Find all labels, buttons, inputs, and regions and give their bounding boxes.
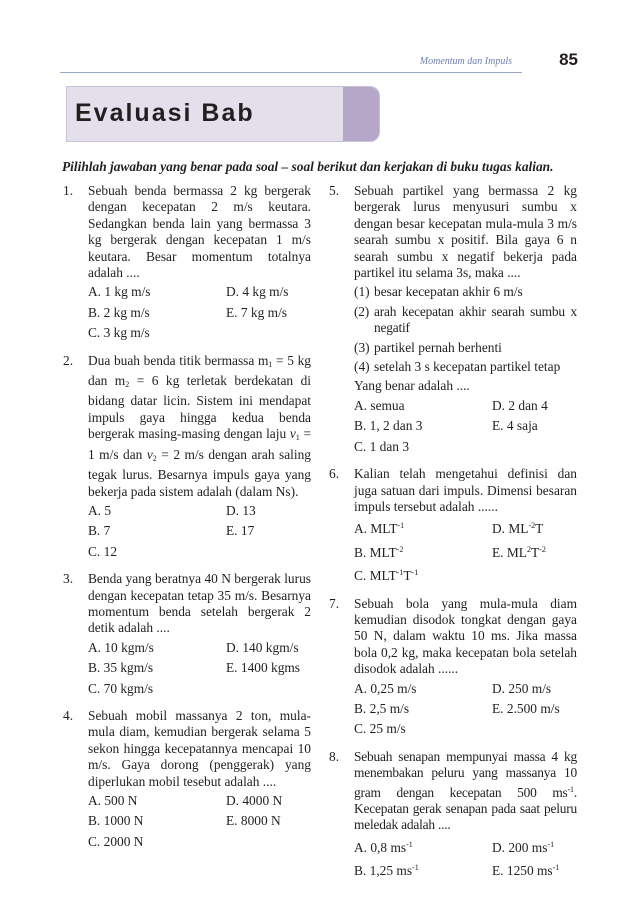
option-a: A. semua <box>354 397 405 413</box>
question-number: 7. <box>329 595 340 611</box>
option-e: E. 2.500 m/s <box>492 700 560 716</box>
option-b: B. 2,5 m/s <box>354 700 410 716</box>
answer-options <box>354 837 577 880</box>
option-e: E. 1250 $ms^{-1}$ <box>492 863 560 879</box>
option-c: C. 3 kg m/s <box>88 325 150 341</box>
option-a: A. 0,8 $ms^{-1}$ <box>354 839 413 855</box>
question-number: 5. <box>329 183 340 198</box>
option-c: C. 1 dan 3 <box>354 438 410 454</box>
question-text: Sebuah mobil massanya 2 ton, mula-mula diam, kemudian bergerak selama 5 sekon hingga kecepatannya mencapai 10 m/s. Gaya dorong (penggerak) yang diperlukan mobil tesebut adalah .... <box>88 707 311 789</box>
answer-options <box>88 640 311 697</box>
option-b: B. 1,25 $ms^{-1}$ <box>354 863 419 879</box>
right-column <box>329 183 577 891</box>
option-a: A. 10 kgm/s <box>88 639 154 655</box>
page-number: 85 <box>559 50 578 69</box>
answer-options <box>354 681 577 738</box>
option-b: B. $MLT^{-2}$ <box>354 544 404 560</box>
answer-options <box>88 503 311 560</box>
question-8 <box>329 749 577 880</box>
question-note: Yang benar adalah .... <box>354 378 470 394</box>
option-d: D. 250 m/s <box>492 680 552 696</box>
statement-3: (3) partikel pernah berhenti <box>354 339 502 355</box>
option-a: A. 1 kg m/s <box>88 284 151 300</box>
option-e: E. 17 <box>226 523 255 539</box>
option-c: C. 25 m/s <box>354 721 406 737</box>
answer-options <box>88 284 311 341</box>
option-e: E. 1400 kgms <box>226 660 301 676</box>
option-c: C. 2000 N <box>88 833 144 849</box>
option-d: D. 4 kg m/s <box>226 284 289 300</box>
option-d: D. 200 $ms^{-1}$ <box>492 839 555 855</box>
option-e: E. 8000 N <box>226 813 281 829</box>
question-number: 8. <box>329 748 340 764</box>
question-number: 2. <box>63 352 74 368</box>
chapter-banner <box>66 86 380 142</box>
question-text: Benda yang beratnya 40 N bergerak lurus dengan kecepatan tetap 35 m/s. Besarnya momentum benda setelah bergerak 2 detik adalah .... <box>88 571 311 636</box>
option-a: A. 500 N <box>88 793 138 808</box>
question-2 <box>63 353 311 560</box>
question-text: Sebuah bola yang mula-mula diam kemudian disodok tongkat dengan gaya 50 N, dalam waktu 10 ms. Jika massa bola 0,2 kg, maka kecepatan bola setelah disodok adalah ...... <box>354 595 577 677</box>
question-number: 1. <box>63 183 74 198</box>
option-d: D. 140 kgm/s <box>226 639 299 655</box>
answer-options <box>354 398 577 455</box>
option-c: C. $MLT^{-1}T^{-1}$ <box>354 568 419 584</box>
option-b: B. 7 <box>88 523 111 539</box>
statement-2: (2) arah kecepatan akhir searah sumbu x negatif <box>354 303 577 336</box>
question-7 <box>329 596 577 738</box>
question-3 <box>63 571 311 697</box>
option-a: A. $MLT^{-1}$ <box>354 521 405 537</box>
header-rule <box>60 72 522 73</box>
question-1 <box>63 183 311 342</box>
question-number: 4. <box>63 707 74 723</box>
question-text: Sebuah senapan mempunyai massa 4 kg menembakan peluru yang massanya 10 gram dengan kecepatan 500 $ms^{-1}$. Kecepatan gerak senapan pada saat peluru meledak adalah .... <box>354 748 577 833</box>
option-b: B. 2 kg m/s <box>88 304 150 320</box>
question-number: 6. <box>329 466 340 482</box>
question-5 <box>329 183 577 455</box>
question-number: 3. <box>63 571 74 587</box>
option-b: B. 1000 N <box>88 813 144 829</box>
question-6 <box>329 466 577 584</box>
question-text: Sebuah partikel yang bermassa 2 kg bergerak lurus menyusuri sumbu x dengan besar kecepatan mula-mula 3 m/s searah sumbu x positif. Bila gaya 6 n searah sumbu x negatif bekerja pada partikel itu selama 3s, maka .... <box>354 183 577 281</box>
option-d: D. $ML^{-2}T$ <box>492 521 544 537</box>
instructions: Pilihlah jawaban yang benar pada soal – soal berikut dan kerjakan di buku tugas kalian. <box>62 159 554 174</box>
running-title: Momentum dan Impuls <box>419 56 512 67</box>
page-header <box>60 50 580 76</box>
banner-title: Evaluasi Bab <box>75 99 255 127</box>
question-text: Dua buah benda titik bermassa $m_1 = 5$ kg dan $m_2 = 6$ kg terletak berdekatan di bidang datar licin. Sistem ini mendapat impuls gaya hingga kedua benda bergerak masing-masing dengan laju $v_1 = 1$ m/s dan $v_2 = 2$ m/s dengan arah saling tegak lurus. Besarnya impuls gaya yang bekerja pada sistem adalah (dalam Ns). <box>88 352 311 499</box>
question-4 <box>63 708 311 850</box>
option-e: E. 7 kg m/s <box>226 304 288 320</box>
option-c: C. 12 <box>88 543 118 559</box>
option-c: C. 70 kgm/s <box>88 680 154 696</box>
option-d: D. 2 dan 4 <box>492 397 548 413</box>
statement-1: (1) besar kecepatan akhir 6 m/s <box>354 284 523 300</box>
option-d: D. 13 <box>226 502 256 518</box>
option-e: E. $ML^2T^{-2}$ <box>492 544 546 560</box>
option-d: D. 4000 N <box>226 793 283 808</box>
option-b: B. 35 kgm/s <box>88 660 154 676</box>
option-a: A. 0,25 m/s <box>354 680 417 696</box>
answer-options <box>88 793 311 850</box>
option-e: E. 4 saja <box>492 418 538 434</box>
answer-options <box>354 518 577 584</box>
question-text: Sebuah benda bermassa 2 kg bergerak dengan kecepatan 2 m/s keutara. Sedangkan benda lain yang bermassa 3 kg bergerak dengan kecepatan 1 m/s keutara. Besar momentum totalnya adalah .... <box>88 183 311 281</box>
statement-4: (4) setelah 3 s kecepatan partikel tetap <box>354 359 561 375</box>
left-column <box>63 183 311 861</box>
banner-accent-block <box>343 87 379 141</box>
option-a: A. 5 <box>88 502 112 518</box>
option-b: B. 1, 2 dan 3 <box>354 418 423 434</box>
question-text: Kalian telah mengetahui definisi dan juga satuan dari impuls. Dimensi besaran impuls tersebut adalah ...... <box>354 466 577 514</box>
